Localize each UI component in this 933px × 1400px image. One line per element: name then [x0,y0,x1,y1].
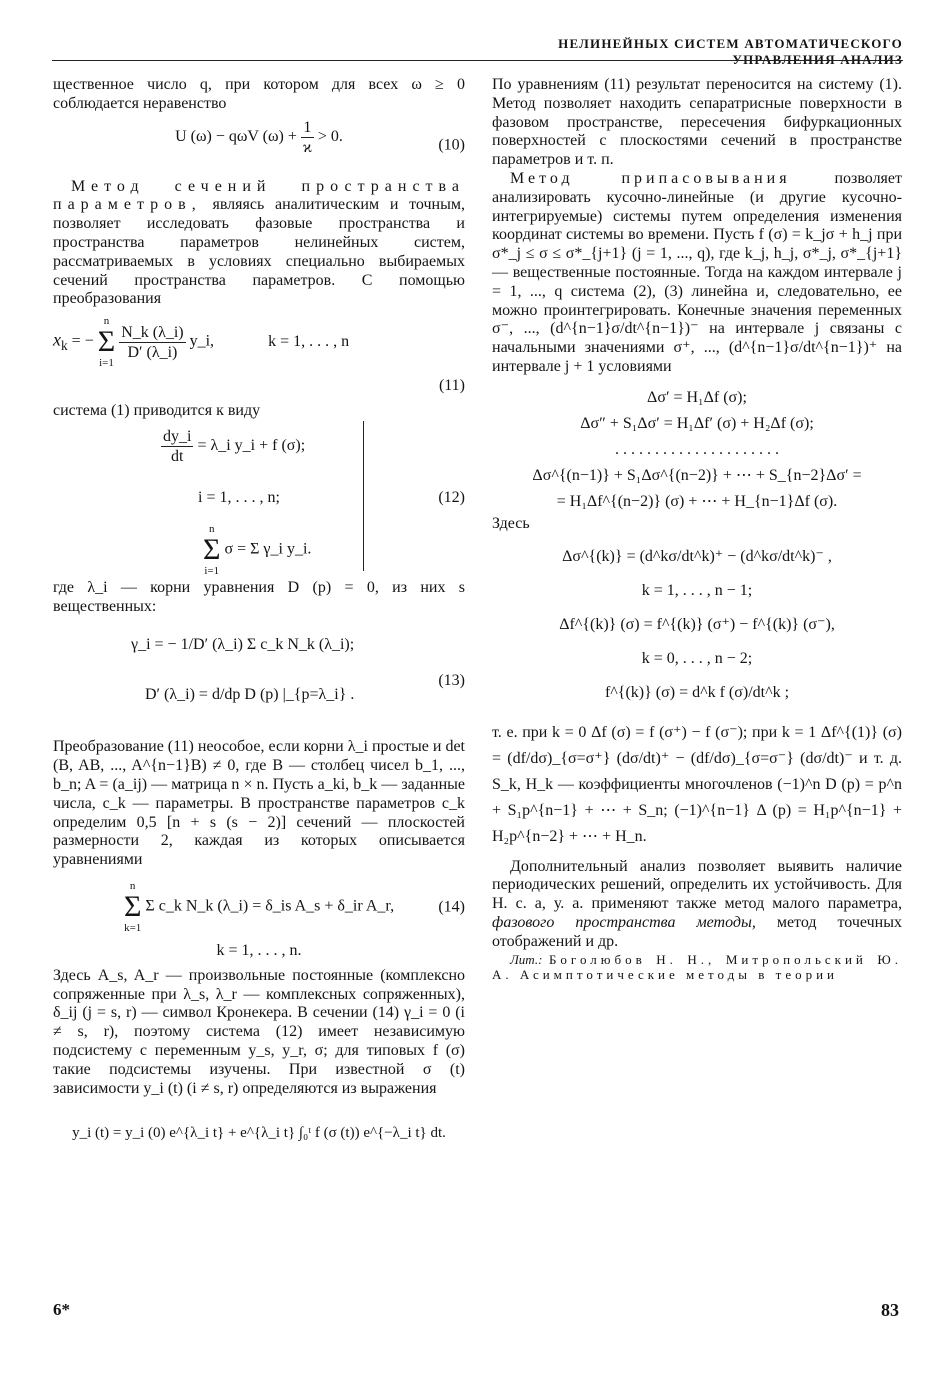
signature-mark: 6* [53,1300,70,1319]
definitions [492,540,902,710]
matching-conditions [492,385,902,515]
left-paragraph-1: щественное число q, при котором для всех ω ≥ 0 соблюдается неравенство [53,76,465,112]
condition-n1: Δσ^{(n−1)} + S₁Δσ^{(n−2)} + ⋯ + S_{n−2}Δσ′ = [532,466,862,484]
equation-15: y_i (t) = y_i (0) e^{λ_i t} + e^{λ_i t} ∫₀ᵗ f (σ (t)) e^{−λ_i t} dt. [72,1125,446,1142]
condition-dots: . . . . . . . . . . . . . . . . . . . . . [615,440,779,458]
eq10-lhs: U (ω) − qωV (ω) + [175,127,297,145]
definition-5: f^{(k)} (σ) = d^k f (σ)/dt^k ; [604,683,790,701]
right-paragraph-1: По уравнениям (11) результат переносится на систему (1). Метод позволяет находить сепаратрисные поверхности в фазовом пространстве, пересечения бифуркационных поверхностей с плоскостями сечений в пространстве параметров и т. п. [492,76,902,169]
here-label: Здесь [492,514,530,532]
eq10-number: (10) [438,136,465,154]
eq12-brace [353,421,364,571]
header-rule [52,60,903,61]
equation-13: γ_i = − 1/D′ (λ_i) Σ c_k N_k (λ_i); D′ (λ_i) = d/dp D (p) |_{p=λ_i} . (13) [131,636,465,704]
left-paragraph-2: Метод сечений пространства параметров, являясь аналитическим и точным, позволяет исследовать фазовые пространства и пространства параметров нелинейных систем, рассматриваемых в условиях специально выбираемых сечений пространства параметров. С помощью преобразования [53,177,465,308]
eq10-fraction: $\frac{1}{ϰ}$ [302,118,312,156]
right-paragraph-3: т. е. при k = 0 Δf (σ) = f (σ⁺) − f (σ⁻); при k = 1 Δf^{(1)} (σ) = (df/dσ)_{σ=σ⁺} (dσ/dt)⁺ − (df/dσ)_{σ=σ⁻} (dσ/dt)⁻ и т. д. S_k, H_k — коэффициенты многочленов (−1)^n D (p) = p^n + S₁p^{n−1} + ⋯ + S_n; (−1)^{n−1} Δ (p) = H₁p^{n−1} + H₂p^{n−2} + ⋯ + H_n. [492,723,902,845]
definition-3: Δf^{(k)} (σ) = f^{(k)} (σ⁺) − f^{(k)} (σ⁻), [559,615,835,633]
right-column [492,76,902,982]
left-paragraph-6: Здесь A_s, A_r — произвольные постоянные (комплексно сопряженные при λ_s, λ_r — комплексных сопряженных), δ_ij (j = s, r) — символ Кронекера. В сечении (14) γ_i = 0 (i ≠ s, r), поэтому система (12) имеет независимую подсистему с переменным y_s, y_r, σ; для типовых f (σ) такие подсистемы изучены. При известной σ (t) зависимости y_i (t) (i ≠ s, r) определяются из выражения [53,966,465,1097]
definition-2: k = 1, . . . , n − 1; [641,581,753,599]
left-paragraph-5: Преобразование (11) неособое, если корни λ_i простые и det (B, AB, ..., A^{n−1}B) ≠ 0, где B — столбец чисел b_1, ..., b_n; A = (a_ij) — матрица n × n. Пусть a_ki, b_k — заданные числа, c_k — параметры. В пространстве параметров c_k определим 0,5 [n + s (s − 2)] сечений — плоскостей размерности 2, каждая из которых описывается уравнениями [53,738,465,869]
eq14-number: (14) [438,898,465,916]
left-paragraph-3: система (1) приводится к виду [53,401,261,419]
eq11-sum: n Σ i=1 [97,315,116,370]
definition-1: Δσ^{(k)} = (d^kσ/dt^k)⁺ − (d^kσ/dt^k)⁻ , [562,547,832,565]
eq12-number: (12) [438,488,465,506]
definition-4: k = 0, . . . , n − 2; [641,649,753,667]
page-number: 83 [881,1300,899,1320]
left-column [53,76,465,1143]
left-paragraph-4: где λ_i — корни уравнения D (p) = 0, из них s вещественных: [53,578,465,615]
eq10-rhs: > 0. [317,127,343,145]
equation-14: n Σ k=1 Σ c_k N_k (λ_i) = δ_is A_s + δ_ir A_r, (14) [123,879,465,934]
equation-12: $\frac{dy\_i}{dt}$ = λ_i y_i + f (σ); i = 1, . . . , n; n Σ i=1 σ = Σ γ_i y_i. (12) [53,425,465,575]
condition-2: Δσ″ + S₁Δσ′ = H₁Δf′ (σ) + H₂Δf (σ); [580,414,814,432]
right-paragraph-2: Метод припасовывания позволяет анализировать кусочно-линейные (и другие кусочно-интегрируемые) системы путем определения изменения координат системы во времени. Пусть f (σ) = k_jσ + h_j при σ*_j ≤ σ ≤ σ*_{j+1} (j = 1, ..., q), где k_j, h_j, σ*_j, σ*_{j+1} — вещественные постоянные. Тогда на каждом интервале j = 1, ..., q система (2), (3) линейна и, следовательно, ее можно проинтегрировать. Конечные значения переменных σ⁻, ..., (d^{n−1}σ/dt^{n−1})⁻ на интервале j связаны с начальными значениями σ⁺, ..., (d^{n−1}σ/dt^{n−1})⁺ на интервале j + 1 условиями [492,169,903,375]
eq11-fraction: $\frac{N\_k (\lambda\_i)}{D' (\lambda\_i)}$ [121,323,184,361]
running-title: НЕЛИНЕЙНЫХ СИСТЕМ АВТОМАТИЧЕСКОГО УПРАВЛЕНИЯ АНАЛИЗ [558,36,903,67]
eq14-range: k = 1, . . . , n. [216,941,302,959]
equation-11: $x_k$ = − n Σ i=1 $\frac{N\_k (\lambda\_i)}{D' (\lambda\_i)}$ y_i, k = 1, . . . , n [53,315,350,370]
condition-1: Δσ′ = H₁Δf (σ); [647,388,747,406]
equation-10 [53,118,465,174]
eq13-number: (13) [438,672,465,690]
condition-n2: = H₁Δf^{(n−2)} (σ) + ⋯ + H_{n−1}Δf (σ). [556,492,838,510]
eq11-number: (11) [438,377,465,395]
right-paragraph-4: Дополнительный анализ позволяет выявить наличие периодических решений, определить их устойчивость. Для Н. с. а, у. а. применяют также метод малого параметра, фазового пространства методы, метод точечных отображений и др. [492,857,902,950]
literature-reference: Лит.: Боголюбов Н. Н., Митропольский Ю. А. Асимптотические методы в теории [492,951,903,982]
